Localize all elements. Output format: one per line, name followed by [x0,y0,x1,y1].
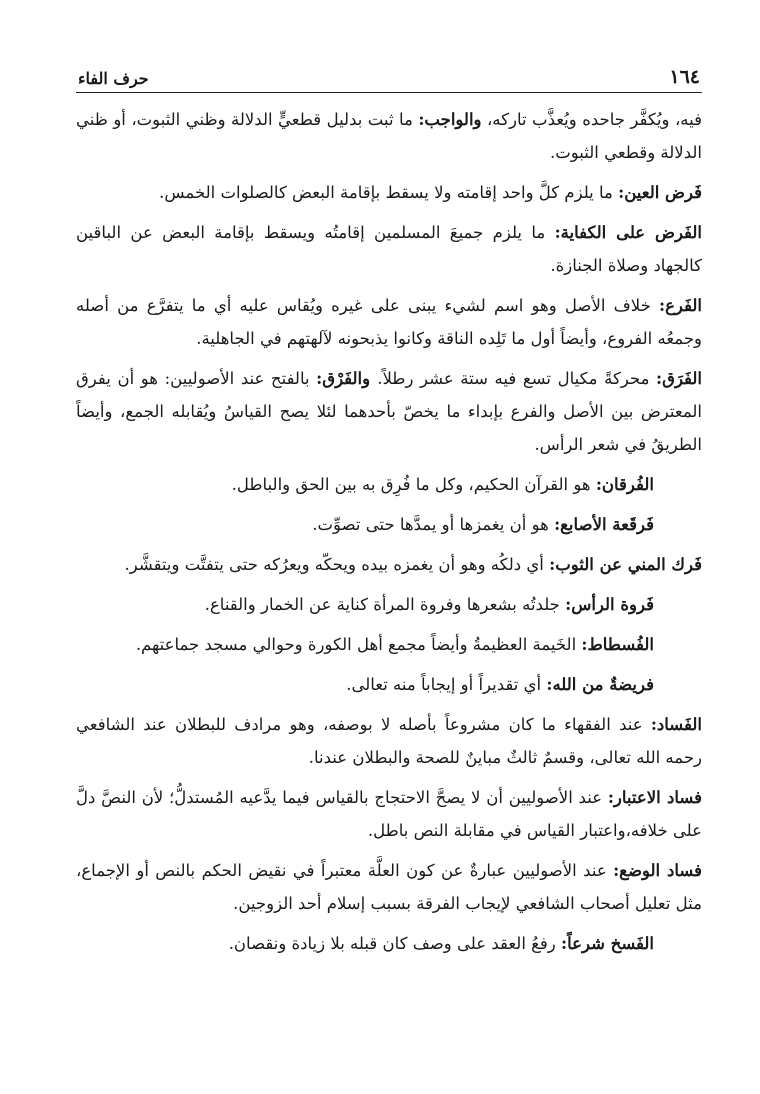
entry-al-faskh [76,927,702,960]
entry-term: فريضةٌ من الله: [546,675,654,694]
entry-term: الفُرقان: [595,475,654,494]
entry-term: فساد الاعتبار: [607,788,702,807]
entry-text: عند الأصوليين عبارةٌ عن كون العلَّة معتبراً في نقيض الحكم بالنص أو الإجماع، مثل تعليل أصحاب الشافعي لإيجاب الفرقة بسبب إسلام أحد الزوجين. [76,861,702,913]
entry-term: الفَرَق: [656,369,703,388]
page [76,58,702,967]
entry-farwat-al-ras [76,588,702,621]
entry-fasad-al-itibar [76,781,702,847]
entry-text: عند الفقهاء ما كان مشروعاً بأصله لا بوصفه، وهو مرادف للبطلان عند الشافعي رحمه الله تعالى، وقسمٌ ثالثٌ مباينٌ للصحة والبطلان عندنا. [76,715,702,767]
entries-list [76,103,702,960]
entry-term: الفَرض على الكفاية: [554,223,703,242]
entry-fark-al-mani [76,548,702,581]
entry-text: هو القرآن الحكيم، وكل ما فُرِق به بين الحق والباطل. [231,475,596,494]
running-header [76,58,702,88]
entry-term: الفُسطاط: [581,635,654,654]
entry-fard-al-ayn [76,176,702,209]
entry-term: الفَسخ شرعاً: [561,934,654,953]
header-divider [76,92,702,93]
entry-farqaat-al-asabi [76,508,702,541]
entry-term: فساد الوضع: [613,861,702,880]
entry-text: ما يلزم كلَّ واحد إقامته ولا يسقط بإقامة البعض كالصلوات الخمس. [159,183,619,202]
entry-text: هو أن يغمزها أو يمدَّها حتى تصوِّت. [312,515,555,534]
entry-term: الفَساد: [650,715,702,734]
entry-term: فَروة الرأس: [565,595,654,614]
entry-text: رفعُ العقد على وصف كان قبله بلا زيادة ونقصان. [228,934,562,953]
entry-term-secondary: والواجب: [418,110,482,129]
entry-term: فَرض العين: [618,183,702,202]
entry-al-faraq [76,362,702,461]
entry-text: عند الأصوليين أن لا يصحَّ الاحتجاج بالقياس فيما يدَّعيه المُستدلُّ؛ لأن النصَّ دلَّ على خلافه،واعتبار القياس في مقابلة النص باطل. [76,788,702,840]
entry-fard-kifaya [76,216,702,282]
entry-fasad-al-wad [76,854,702,920]
entry-text-secondary: بالفتح عند الأصوليين: هو أن يفرق المعترض بين الأصل والفرع بإبداء ما يخصّ بأحدهما لئلا يصح القياسُ ويُقابله الجمع، وأيضاً الطريقُ في شعر الرأس. [76,369,702,454]
entry-faridatun-min-allah [76,668,702,701]
entry-term-secondary: والفَرْق: [316,369,378,388]
entry-continuation [76,103,702,169]
entry-term: فَرك المني عن الثوب: [549,555,702,574]
chapter-title: حرف الفاء [78,69,149,88]
entry-term: فَرقَعة الأصابع: [554,515,654,534]
entry-text: الخَيمة العظيمةُ وأيضاً مجمع أهل الكورة وحوالي مسجد جماعتهم. [135,635,582,654]
entry-text: أي تقديراً أو إيجاباً منه تعالى. [346,675,547,694]
entry-text-secondary: ما ثبت بدليل قطعيٍّ الدلالة وظني الثبوت، أو ظني الدلالة وقطعي الثبوت. [76,110,702,162]
entry-text: ما يلزم جميعَ المسلمين إقامتُه ويسقط بإقامة البعض عن الباقين كالجهاد وصلاة الجنازة. [76,223,702,275]
entry-text: فيه، ويُكفَّر جاحده ويُعذَّب تاركه، [486,110,702,129]
page-number: ١٦٤ [669,66,700,88]
entry-text: محركةً مكيال تسع فيه ستة عشر رطلاً. [377,369,657,388]
entry-text: أي دلكُه وهو أن يغمزه بيده ويحكّه ويعرُكه حتى يتفتَّت ويتقشَّر. [124,555,550,574]
entry-al-far [76,289,702,355]
entry-text: جلدتُه بشعرها وفروة المرأة كناية عن الخمار والقناع. [204,595,566,614]
entry-al-fasad [76,708,702,774]
entry-al-furqan [76,468,702,501]
entry-al-fustat [76,628,702,661]
entry-term: الفَرع: [659,296,702,315]
entry-text: خلاف الأصل وهو اسم لشيء يبنى على غيره ويُقاس عليه أي ما يتفرَّع من أصله وجمعُه الفروع، وأيضاً أول ما تَلِده الناقة وكانوا يذبحونه لآلهتهم في الجاهلية. [76,296,702,348]
